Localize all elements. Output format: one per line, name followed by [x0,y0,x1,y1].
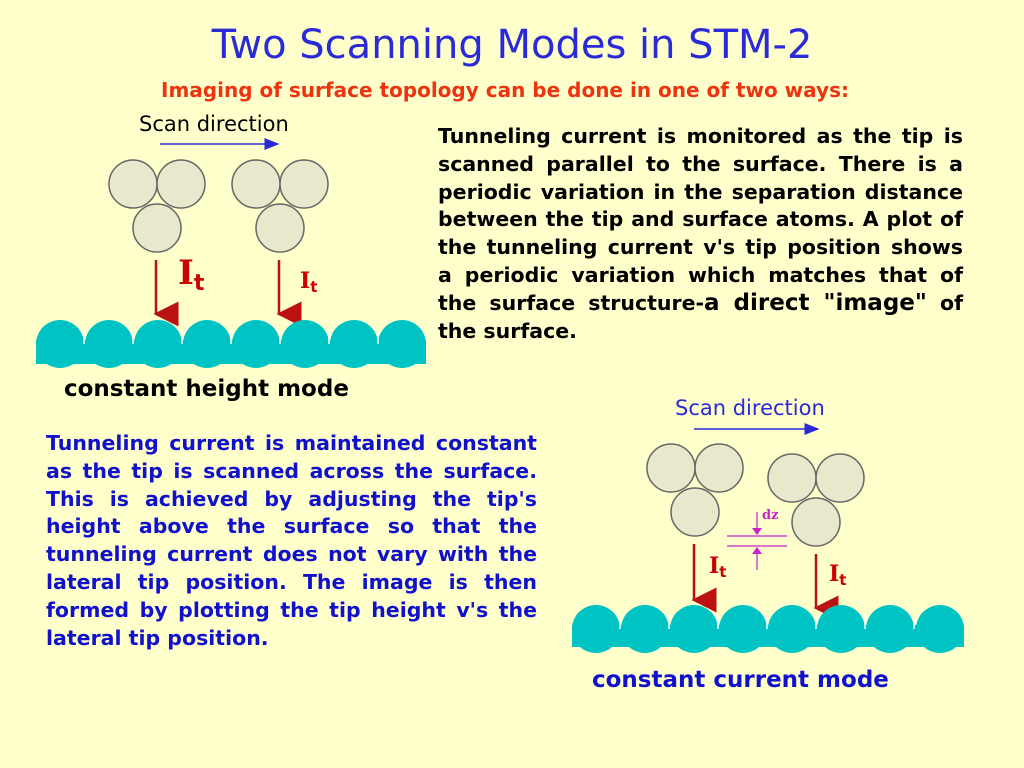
surface-atom [572,605,620,653]
tunneling-current-label [709,555,726,583]
scan-direction-label: Scan direction [675,396,825,420]
tunneling-current-label [300,270,317,298]
current-symbol: I [709,553,720,579]
tip-right [232,160,328,252]
current-subscript: t [193,271,205,296]
tip-atom [256,204,304,252]
description-main: Tunneling current is monitored as the tip is scanned parallel to the surface. There is a periodic variation in the separation distance between the tip and surface atoms. A plot of the tunneling current v's tip position shows a periodic variation which matches that of the surface structure- [438,124,963,315]
tip-atom [768,454,816,502]
surface-atom [85,320,133,368]
surface-atom [330,320,378,368]
surface-atom [232,320,280,368]
tip-atom [109,160,157,208]
constant-current-description: Tunneling current is maintained constant as the tip is scanned across the surface. This is achieved by adjusting the tip's height above the surface so that the tunneling current does not vary with the lateral tip position. The image is then formed by plotting the tip height v's the lateral tip position. [46,431,537,650]
surface-atom [378,320,426,368]
description-emphasis: a direct "image" [704,289,927,316]
surface-atom [281,320,329,368]
tip-atom [280,160,328,208]
surface-atom [621,605,669,653]
tip-atom [792,498,840,546]
tip-atom [816,454,864,502]
tip-atom [232,160,280,208]
surface-atom [916,605,964,653]
tunneling-current-label [829,563,846,591]
page-title: Two Scanning Modes in STM-2 [211,22,813,68]
current-subscript: t [310,278,318,296]
tip-atom [157,160,205,208]
surface-atom [670,605,718,653]
tip-atom [695,444,743,492]
tunneling-current-label [178,253,205,301]
surface-atoms [572,605,964,653]
constant-height-caption: constant height mode [64,376,349,402]
current-subscript: t [719,563,727,581]
tip-atom [647,444,695,492]
surface-atom [866,605,914,653]
constant-current-caption: constant current mode [592,667,889,693]
surface-atom [817,605,865,653]
surface-atom [183,320,231,368]
description-end: of the surface. [438,290,964,343]
constant-height-diagram [36,144,426,368]
tip-atom [133,204,181,252]
current-symbol: I [178,253,194,293]
constant-current-diagram [572,429,964,653]
surface-atom [134,320,182,368]
tip-left [647,444,743,536]
tip-right [768,454,864,546]
dz-label: dz [762,508,779,523]
page-subtitle: Imaging of surface topology can be done in one of two ways: [161,78,849,102]
tip-atom [671,488,719,536]
surface-atom [719,605,767,653]
tip-left [109,160,205,252]
current-symbol: I [829,561,840,587]
constant-height-description [438,123,963,345]
scan-direction-label: Scan direction [139,112,289,136]
current-symbol: I [300,268,311,294]
surface-atom [768,605,816,653]
surface-atom [36,320,84,368]
current-subscript: t [839,571,847,589]
